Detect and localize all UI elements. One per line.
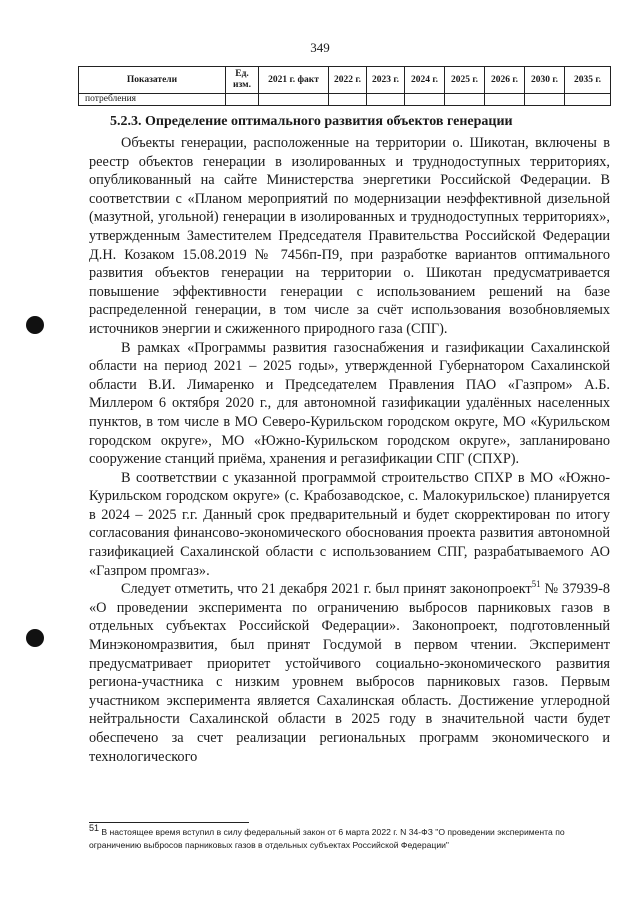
page-number: 349: [310, 40, 330, 55]
table-cell: [445, 94, 485, 106]
column-header: 2024 г.: [405, 67, 445, 94]
column-header: 2035 г.: [565, 67, 611, 94]
column-header: 2023 г.: [367, 67, 405, 94]
paragraph: В соответствии с указанной программой строительство СПХР в МО «Южно-Курильском городском округе» (с. Крабозаводское, с. Малокурильское) планируется в 2024 – 2025 г.г. Данный срок предварительный и будет скорректирован по итогу согласования финансово-экономического обоснования проекта развития автономной газификацией Сахалинской области с использованием СПГ, разрабатываемого АО «Газпром промгаз».: [89, 469, 610, 579]
column-header: 2022 г.: [329, 67, 367, 94]
column-header: 2030 г.: [525, 67, 565, 94]
footnote-separator: [89, 822, 249, 823]
column-header: Показатели: [79, 67, 226, 94]
indicators-table-continuation: [78, 66, 611, 106]
paragraph: Объекты генерации, расположенные на территории о. Шикотан, включены в реестр объектов генерации в изолированных и труднодоступных территориях, опубликованный на сайте Министерства энергетики Российской Федерации. В соответствии с «Планом мероприятий по модернизации неэффективной дизельной (мазутной, угольной) генерации в изолированных и труднодоступных территориях», утвержденным Заместителем Председателя Правительства Российской Федерации Д.Н. Козаком 15.08.2019 № 7456п-П9, при разработке вариантов оптимального развития объектов генерации на территории о. Шикотан предусматривается повышение эффективности генерации с использованием решений на базе распределенной генерации, в том числе за счёт использования возобновляемых источников энергии и сжиженного природного газа (СПГ).: [89, 135, 610, 337]
column-header: 2026 г.: [485, 67, 525, 94]
table-cell: [367, 94, 405, 106]
body-text: [89, 134, 610, 766]
table-cell: [226, 94, 259, 106]
column-header: 2021 г. факт: [259, 67, 329, 94]
table-row: [79, 94, 611, 106]
paragraph-text: Следует отметить, что 21 декабря 2021 г. был принят законопроект: [121, 581, 532, 598]
table-cell: [259, 94, 329, 106]
table-cell: [405, 94, 445, 106]
footnote-text: В настоящее время вступил в силу федеральный закон от 6 марта 2022 г. N 34-ФЗ "О проведении эксперимента по ограничению выбросов парниковых газов в отдельных субъектах Российской Федерации": [89, 827, 565, 850]
table-cell: потребления: [79, 94, 226, 106]
table-cell: [565, 94, 611, 106]
section-title: 5.2.3. Определение оптимального развития объектов генерации: [110, 114, 513, 129]
footnote-marker: 51: [89, 823, 100, 834]
table-cell: [525, 94, 565, 106]
punch-hole-mark: [26, 629, 44, 647]
paragraph-text: № 37939-8 «О проведении эксперимента по ограничению выбросов парниковых газов в отдельных субъектах Российской Федерации». Законопроект, подготовленный Минэкономразвития, был принят Госдумой в первом чтении. Эксперимент предусматривает приоритет устойчивого социально-экономического развития региона-участника с низким уровнем выбросов парниковых газов. Первым участником эксперимента является Сахалинская область. Достижение углеродной нейтральности Сахалинской области в 2025 году в значительной части будет обеспечено за счет реализации региональных программ экономического и технологического: [89, 581, 610, 765]
table-header-row: [79, 67, 611, 94]
column-header: Ед. изм.: [226, 67, 259, 94]
punch-hole-mark: [26, 316, 44, 334]
footnote: [89, 823, 610, 851]
table-cell: [329, 94, 367, 106]
footnote-reference[interactable]: 51: [531, 579, 541, 590]
paragraph: В рамках «Программы развития газоснабжения и газификации Сахалинской области на период 2021 – 2025 годы», утвержденной Губернатором Сахалинской области В.И. Лимаренко и Председателем Правления ПАО «Газпром» А.Б. Миллером 6 октября 2020 г., для автономной газификации удалённых населенных пунктов, в том числе в МО Северо-Курильском городском округе, МО «Курильском городском округе», МО «Южно-Курильском городском округе», запланировано сооружение станций приёма, хранения и регазификации СПГ (СПХР).: [89, 339, 610, 468]
column-header: 2025 г.: [445, 67, 485, 94]
paragraph: [89, 580, 610, 766]
table-cell: [485, 94, 525, 106]
